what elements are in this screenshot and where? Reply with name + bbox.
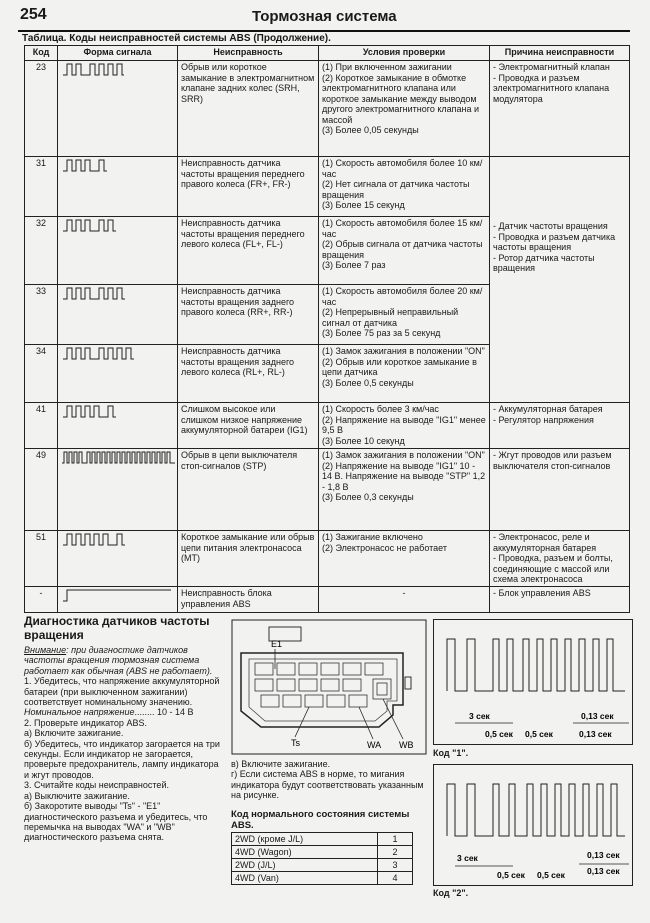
label-0-13-sec-b: 0,13 сек <box>587 866 620 876</box>
fault-description: Короткое замыкание или обрыв цепи питания электронасоса (MT) <box>178 531 319 587</box>
connector-latch <box>405 677 411 689</box>
table-row <box>232 859 413 872</box>
fault-description: Обрыв или короткое замыкание в электромагнитном клапане задних колес (SRH, SRR) <box>178 61 319 157</box>
col-header-fault: Неисправность <box>178 46 319 61</box>
page-number: 254 <box>20 6 47 23</box>
fault-cause: - Электромагнитный клапан - Проводка и разъем электромагнитного клапана модулятора <box>490 61 630 157</box>
fault-description: Неисправность датчика частоты вращения заднего левого колеса (RL+, RL-) <box>178 345 319 403</box>
waveform-cell <box>58 531 178 587</box>
fault-description: Неисправность датчика частоты вращения переднего левого колеса (FL+, FL-) <box>178 217 319 285</box>
row-code: 32 <box>25 217 58 285</box>
table-row <box>25 587 630 613</box>
waveform-33 <box>61 286 173 300</box>
fault-cause: - Жгут проводов или разъем выключателя стоп-сигналов <box>490 449 630 531</box>
normal-code-table <box>231 832 413 885</box>
header-rule <box>18 30 630 32</box>
normal-code-title: Код нормального состояния системы ABS. <box>231 809 410 831</box>
nominal-voltage-value: ........ 10 - 14 В <box>134 707 194 718</box>
row-code: 41 <box>25 403 58 449</box>
label-0-5-sec-b: 0,5 сек <box>525 729 553 739</box>
check-conditions: (1) Скорость более 3 км/час (2) Напряжение на выводе "IG1" менее 9,5 В (3) Более 10 секунд <box>319 403 490 449</box>
blink-pulses <box>447 784 625 836</box>
check-conditions: (1) При включенном зажигании (2) Короткое замыкание в обмотке электромагнитного клапана или короткое замыкание между выводом другого электромагнитного клапана и массой (3) Более 0,05 секунды <box>319 61 490 157</box>
row-code: 33 <box>25 285 58 345</box>
model-cell: 2WD (кроме J/L) <box>232 833 378 846</box>
waveform-31 <box>61 158 173 172</box>
label-0-5-sec-a: 0,5 сек <box>485 729 513 739</box>
table-row <box>232 833 413 846</box>
row-code: 23 <box>25 61 58 157</box>
label-3-sec: 3 сек <box>457 853 478 863</box>
waveform-cell <box>58 403 178 449</box>
fault-description: Обрыв в цепи выключателя стоп-сигналов (STP) <box>178 449 319 531</box>
connector-inner <box>249 659 397 721</box>
col-header-code: Код <box>25 46 58 61</box>
pin-label-ts: Ts <box>291 738 300 748</box>
fault-cause: - Аккумуляторная батарея - Регулятор напряжения <box>490 403 630 449</box>
connector-housing <box>241 653 403 727</box>
diagnostics-text <box>24 645 222 843</box>
check-conditions: (1) Замок зажигания в положении "ON" (2) Обрыв или короткое замыкание в цепи датчика (3) Более 0,5 секунды <box>319 345 490 403</box>
row-code: 49 <box>25 449 58 531</box>
col-header-waveform: Форма сигнала <box>58 46 178 61</box>
waveform-32 <box>61 218 173 232</box>
waveform-cell <box>58 61 178 157</box>
check-conditions: (1) Зажигание включено (2) Электронасос не работает <box>319 531 490 587</box>
attention-text: : при диагностике датчиков частоты вращения тормозная система работает как обычная (ABS не работает). <box>24 645 213 676</box>
check-conditions: (1) Скорость автомобиля более 20 км/час (2) Непрерывный неправильный сигнал от датчика (3) Более 75 раз за 5 секунд <box>319 285 490 345</box>
timing-diagram-code-1 <box>433 619 633 745</box>
model-cell: 4WD (Van) <box>232 872 378 885</box>
table-row <box>25 157 630 217</box>
label-0-13-sec-a: 0,13 сек <box>581 711 614 721</box>
fault-cause: - Датчик частоты вращения - Проводка и разъем датчика частоты вращения - Ротор датчика частоты вращения <box>490 157 630 403</box>
col-header-conditions: Условия проверки <box>319 46 490 61</box>
attention-label: Внимание <box>24 645 67 655</box>
label-0-5-sec-a: 0,5 сек <box>497 870 525 880</box>
table-row <box>25 403 630 449</box>
fault-cause: - Электронасос, реле и аккумуляторная батарея - Проводка, разъем и болты, соединяющие с массой или схема электронасоса <box>490 531 630 587</box>
check-conditions: (1) Скорость автомобиля более 15 км/час (2) Обрыв сигнала от датчика частоты вращения (3) Более 7 раз <box>319 217 490 285</box>
waveform-51 <box>61 532 173 546</box>
table-row <box>25 531 630 587</box>
nominal-voltage-label: Номинальное напряжение <box>24 707 135 718</box>
waveform-cell <box>58 217 178 285</box>
code-cell: 1 <box>378 833 413 846</box>
blink-pulses <box>447 639 625 691</box>
step-1: 1. Убедитесь, что напряжение аккумуляторной батареи (при выключенном зажигании) соответствует номинальному значению. <box>24 676 220 708</box>
fault-description: Неисправность датчика частоты вращения заднего правого колеса (RR+, RR-) <box>178 285 319 345</box>
fault-description: Неисправность датчика частоты вращения переднего правого колеса (FR+, FR-) <box>178 157 319 217</box>
label-0-13-sec-b: 0,13 сек <box>579 729 612 739</box>
table-row <box>232 846 413 859</box>
timing-frame <box>434 620 633 745</box>
pin-label-e1: E1 <box>271 639 283 649</box>
check-conditions: - <box>319 587 490 613</box>
table-row <box>25 61 630 157</box>
code-1-caption: Код "1". <box>433 748 469 758</box>
table-header-row <box>25 46 630 61</box>
waveform-cell <box>58 285 178 345</box>
pin-label-wb: WB <box>399 740 414 750</box>
pin-label-wa: WA <box>367 740 382 750</box>
steps-2-3: 2. Проверьте индикатор ABS. а) Включите зажигание. б) Убедитесь, что индикатор загорается на три секунды. Если индикатор не загорается, проверьте предохранитель, лампу индикатора и жгут проводов. 3. Считайте коды неисправностей. а) Выключите зажигание. б) Закоротите выводы "Ts" - "E1" диагностического разъема и убедитесь, что перемычка на выводах "WA" и "WB" диагностического разъема снята. <box>24 717 220 843</box>
connector-pins <box>255 663 391 707</box>
waveform-23 <box>61 62 173 76</box>
diagnostics-steps-continued: в) Включите зажигание. г) Если система ABS в норме, то мигания индикатора будут соответствовать указанным на рисунке. <box>231 759 424 801</box>
row-code: 51 <box>25 531 58 587</box>
table-row <box>232 872 413 885</box>
model-cell: 4WD (Wagon) <box>232 846 378 859</box>
waveform-cell <box>58 345 178 403</box>
fault-description: Слишком высокое или слишком низкое напряжение аккумуляторной батареи (IG1) <box>178 403 319 449</box>
fault-description: Неисправность блока управления ABS <box>178 587 319 613</box>
fault-cause: - Блок управления ABS <box>490 587 630 613</box>
table-row <box>25 449 630 531</box>
diagnostic-connector-diagram <box>231 619 427 755</box>
model-cell: 2WD (J/L) <box>232 859 378 872</box>
row-code: 34 <box>25 345 58 403</box>
col-header-cause: Причина неисправности <box>490 46 630 61</box>
waveform-49 <box>61 450 177 464</box>
waveform-34 <box>61 346 173 360</box>
fault-code-table <box>24 45 630 613</box>
label-3-sec: 3 сек <box>469 711 490 721</box>
timing-diagram-code-2 <box>433 764 633 886</box>
diagnostics-title: Диагностика датчиков частоты вращения <box>24 614 210 642</box>
row-code: - <box>25 587 58 613</box>
row-code: 31 <box>25 157 58 217</box>
waveform-ecu <box>61 588 173 602</box>
check-conditions: (1) Скорость автомобиля более 10 км/час (2) Нет сигнала от датчика частоты вращения (3) Более 15 секунд <box>319 157 490 217</box>
waveform-cell <box>58 157 178 217</box>
code-cell: 3 <box>378 859 413 872</box>
code-cell: 2 <box>378 846 413 859</box>
section-title: Тормозная система <box>252 8 397 25</box>
code-2-caption: Код "2". <box>433 888 469 898</box>
waveform-cell <box>58 587 178 613</box>
waveform-cell <box>58 449 178 531</box>
code-cell: 4 <box>378 872 413 885</box>
check-conditions: (1) Замок зажигания в положении "ON" (2) Напряжение на выводе "IG1" 10 - 14 В. Напряжение на выводе "STP" 1,2 - 1,8 В (3) Более 0,3 секунды <box>319 449 490 531</box>
label-0-13-sec-a: 0,13 сек <box>587 850 620 860</box>
table-caption: Таблица. Коды неисправностей системы ABS (Продолжение). <box>22 33 331 44</box>
waveform-41 <box>61 404 173 418</box>
label-0-5-sec-b: 0,5 сек <box>537 870 565 880</box>
